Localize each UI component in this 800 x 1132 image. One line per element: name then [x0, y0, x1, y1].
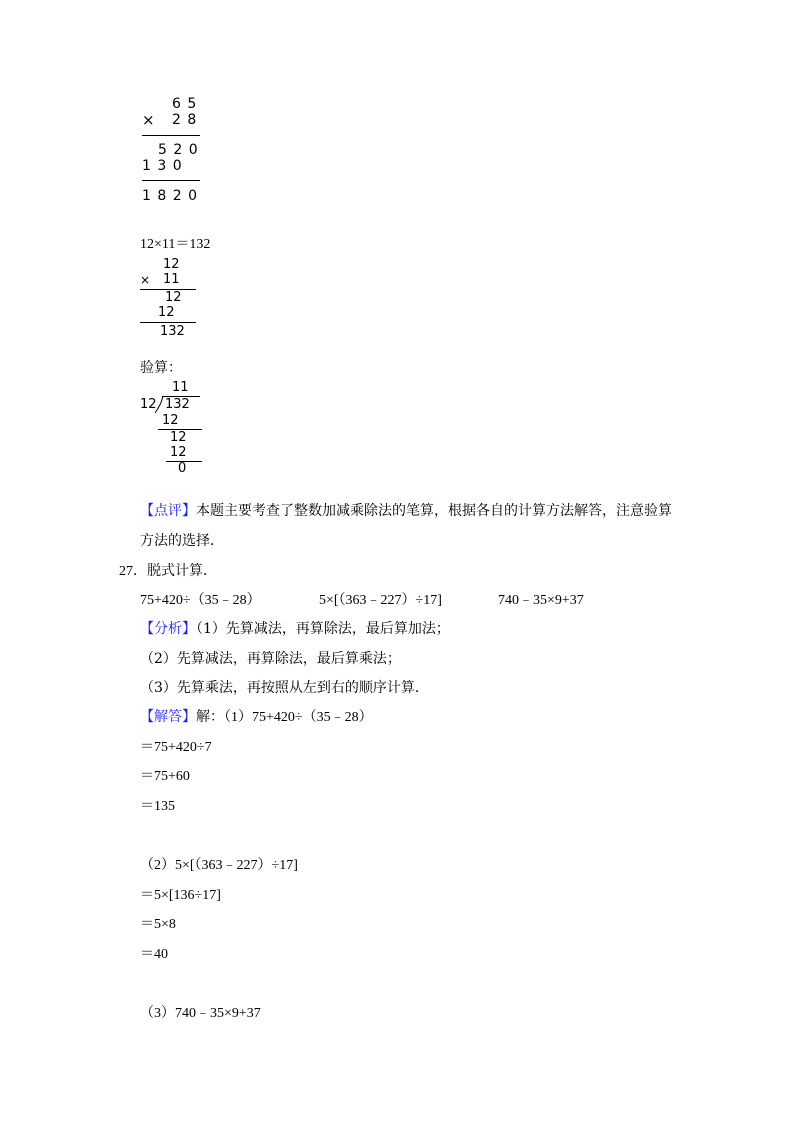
q27-expression-1: 75+420÷（35﹣28） [140, 593, 261, 608]
answer-step-1-1: ＝75+420÷7 [140, 740, 212, 755]
division-quotient: 11 [172, 380, 189, 395]
division-divisor: 12 [140, 397, 157, 412]
answer-intro: 解：（1）75+420÷（35﹣28） [196, 710, 373, 725]
mult2-partial1: 12 [165, 290, 182, 305]
comment-line1 [140, 500, 672, 520]
question-27-title: 27．脱式计算． [119, 564, 217, 579]
answer-step-1-3: ＝135 [140, 799, 175, 814]
division-step1: 12 [162, 413, 179, 428]
division-step3: 12 [170, 445, 187, 460]
mult1-line2 [142, 180, 200, 181]
mult1-partial2: 1 3 0 [142, 158, 183, 174]
mult1-partial1: 5 2 0 [158, 142, 199, 158]
analysis-text3: （3）先算乘法，再按照从左到右的顺序计算． [140, 680, 429, 696]
analysis-text1: （1）先算减法，再算除法，最后算加法； [196, 621, 450, 637]
comment-text1: 本题主要考查了整数加减乘除法的笔算，根据各自的计算方法解答，注意验算 [196, 503, 672, 519]
analysis-tag: 【分析】 [140, 621, 196, 637]
mult1-result: 1 8 2 0 [142, 188, 198, 204]
mult1-second: 2 8 [172, 112, 198, 128]
mult2-top: 12 [163, 257, 180, 272]
comment-tag: 【点评】 [140, 503, 196, 519]
answer-step-2-1: ＝5×[136÷17] [140, 888, 221, 903]
mult1-sign: × [142, 111, 155, 129]
q27-expression-2: 5×[（363﹣227）÷17] [319, 593, 442, 608]
analysis-text2: （2）先算减法，再算除法，最后算乘法； [140, 651, 401, 667]
check-label: 验算： [140, 360, 182, 376]
answer-part-3: （3）740﹣35×9+37 [140, 1006, 261, 1021]
mult1-top: 6 5 [172, 96, 198, 112]
answer-tag: 【解答】 [140, 709, 196, 725]
division-dividend: 132 [165, 397, 190, 412]
answer-step-2-2: ＝5×8 [140, 917, 176, 932]
answer-step-2-3: ＝40 [140, 947, 168, 962]
mult2-line2 [140, 322, 196, 323]
division-step2: 12 [170, 430, 187, 445]
mult2-result: 132 [160, 324, 185, 339]
mult2-partial2: 12 [158, 305, 175, 320]
mult2-second: 11 [163, 272, 180, 287]
analysis-line1 [140, 618, 450, 638]
answer-step-1-2: ＝75+60 [140, 769, 190, 784]
division-remainder: 0 [178, 461, 187, 476]
answer-line1 [140, 706, 373, 726]
mult1-line1 [142, 135, 200, 136]
mult2-sign: × [140, 273, 151, 287]
answer-part-2: （2）5×[（363﹣227）÷17] [140, 858, 298, 873]
q27-expression-3: 740﹣35×9+37 [498, 593, 584, 608]
equation-12x11: 12×11＝132 [140, 237, 211, 252]
division-bracket [153, 395, 165, 415]
comment-text2: 方法的选择． [140, 533, 224, 549]
